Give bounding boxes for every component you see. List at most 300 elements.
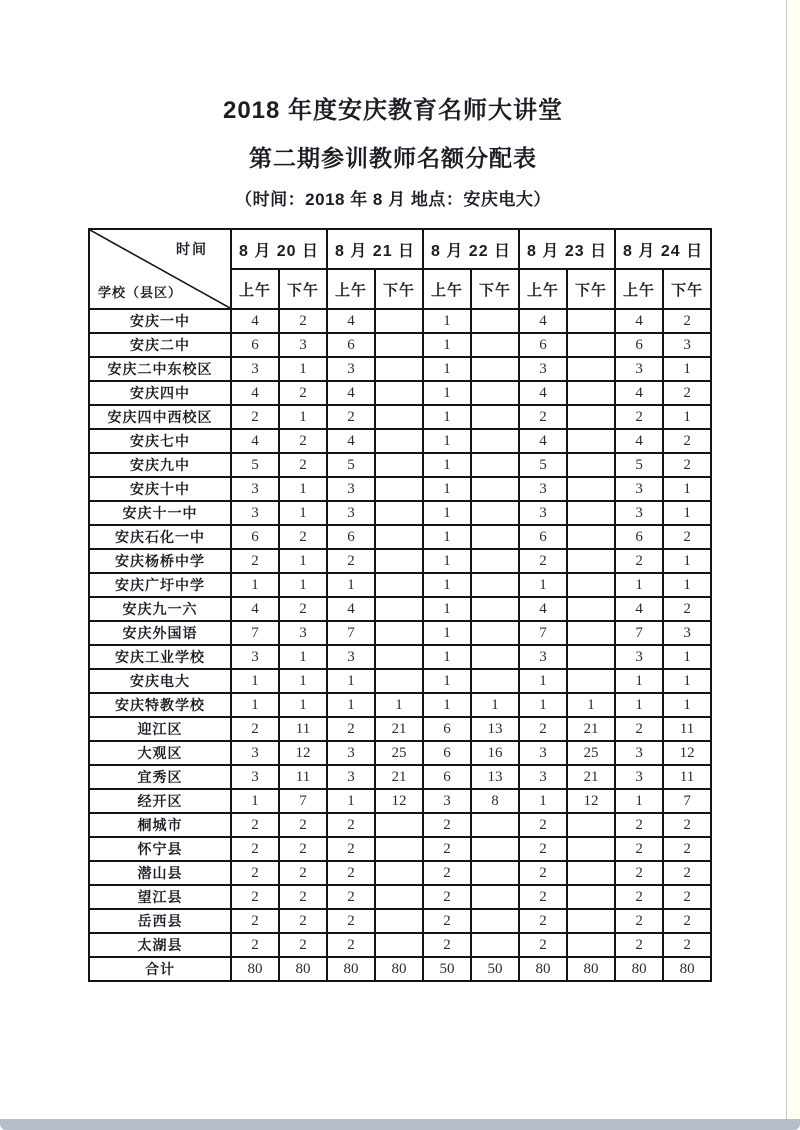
quota-cell: 1: [279, 693, 327, 717]
quota-cell: 4: [231, 597, 279, 621]
school-name-cell: 安庆电大: [89, 669, 231, 693]
school-name-cell: 安庆十一中: [89, 501, 231, 525]
quota-cell: 2: [663, 381, 711, 405]
quota-cell: [471, 837, 519, 861]
quota-cell: [567, 405, 615, 429]
quota-cell: 2: [423, 909, 471, 933]
quota-cell: 2: [279, 597, 327, 621]
table-row: [89, 765, 711, 789]
quota-cell: 1: [663, 477, 711, 501]
quota-cell: [471, 357, 519, 381]
table-header-dates-row: [89, 229, 711, 269]
quota-cell: 1: [615, 693, 663, 717]
quota-cell: 80: [327, 957, 375, 981]
quota-cell: 2: [327, 933, 375, 957]
quota-cell: [375, 525, 423, 549]
quota-cell: [471, 405, 519, 429]
quota-cell: 2: [231, 405, 279, 429]
quota-cell: 2: [519, 933, 567, 957]
quota-cell: [375, 861, 423, 885]
quota-cell: 7: [615, 621, 663, 645]
table-row: [89, 645, 711, 669]
quota-cell: 3: [519, 765, 567, 789]
pm-header-0: 下午: [279, 269, 327, 309]
table-row: [89, 909, 711, 933]
quota-cell: 1: [327, 669, 375, 693]
quota-cell: 3: [519, 357, 567, 381]
school-name-cell: 安庆广圩中学: [89, 573, 231, 597]
quota-cell: [567, 885, 615, 909]
quota-cell: 13: [471, 765, 519, 789]
table-row: [89, 885, 711, 909]
quota-cell: 2: [327, 813, 375, 837]
quota-cell: 1: [279, 549, 327, 573]
quota-cell: 1: [279, 669, 327, 693]
quota-cell: 16: [471, 741, 519, 765]
school-name-cell: 安庆四中: [89, 381, 231, 405]
quota-cell: 2: [279, 861, 327, 885]
quota-cell: [375, 477, 423, 501]
quota-cell: 3: [615, 741, 663, 765]
quota-cell: 1: [423, 693, 471, 717]
quota-cell: 6: [231, 525, 279, 549]
am-header-4: 上午: [615, 269, 663, 309]
school-name-cell: 迎江区: [89, 717, 231, 741]
school-name-cell: 安庆工业学校: [89, 645, 231, 669]
quota-cell: 1: [423, 501, 471, 525]
am-header-2: 上午: [423, 269, 471, 309]
quota-cell: 6: [519, 525, 567, 549]
quota-cell: [567, 933, 615, 957]
quota-cell: 3: [615, 477, 663, 501]
quota-cell: 1: [279, 573, 327, 597]
quota-cell: 2: [519, 405, 567, 429]
quota-cell: [471, 549, 519, 573]
total-row: [89, 957, 711, 981]
quota-cell: 11: [663, 717, 711, 741]
quota-cell: 4: [615, 597, 663, 621]
quota-cell: 2: [519, 813, 567, 837]
quota-cell: [567, 645, 615, 669]
quota-cell: 11: [279, 765, 327, 789]
quota-cell: [567, 621, 615, 645]
quota-cell: 1: [663, 669, 711, 693]
school-name-cell: 合计: [89, 957, 231, 981]
quota-cell: 6: [231, 333, 279, 357]
corner-label-time: 时间: [176, 241, 208, 257]
quota-cell: [375, 813, 423, 837]
quota-cell: 3: [231, 765, 279, 789]
quota-cell: [375, 453, 423, 477]
quota-cell: 1: [615, 789, 663, 813]
quota-cell: 25: [567, 741, 615, 765]
quota-cell: 80: [663, 957, 711, 981]
quota-cell: 2: [663, 909, 711, 933]
quota-cell: 2: [423, 933, 471, 957]
table-row: [89, 837, 711, 861]
quota-cell: 3: [327, 645, 375, 669]
quota-cell: [567, 669, 615, 693]
quota-cell: 6: [423, 765, 471, 789]
table-row: [89, 741, 711, 765]
quota-cell: 4: [519, 597, 567, 621]
quota-cell: [471, 909, 519, 933]
corner-label-school: 学校（县区）: [98, 285, 183, 300]
table-row: [89, 933, 711, 957]
quota-cell: 3: [519, 501, 567, 525]
quota-cell: 3: [327, 765, 375, 789]
quota-cell: [375, 501, 423, 525]
scan-edge-right-strip: [787, 0, 800, 1121]
quota-cell: 80: [519, 957, 567, 981]
quota-cell: 2: [519, 909, 567, 933]
quota-cell: [567, 909, 615, 933]
quota-cell: 5: [231, 453, 279, 477]
school-name-cell: 安庆十中: [89, 477, 231, 501]
quota-cell: [471, 429, 519, 453]
quota-cell: 1: [663, 573, 711, 597]
quota-cell: 1: [423, 429, 471, 453]
school-name-cell: 太湖县: [89, 933, 231, 957]
quota-cell: [567, 597, 615, 621]
quota-cell: 1: [423, 669, 471, 693]
quota-cell: 2: [279, 837, 327, 861]
quota-table: [88, 228, 712, 982]
quota-cell: 3: [231, 477, 279, 501]
quota-cell: [375, 381, 423, 405]
quota-cell: 2: [231, 861, 279, 885]
school-name-cell: 大观区: [89, 741, 231, 765]
quota-cell: 1: [423, 309, 471, 333]
quota-cell: 21: [375, 717, 423, 741]
quota-cell: 2: [663, 309, 711, 333]
quota-cell: 2: [615, 717, 663, 741]
quota-cell: 11: [663, 765, 711, 789]
quota-cell: 7: [231, 621, 279, 645]
quota-cell: 4: [231, 429, 279, 453]
quota-cell: 2: [663, 813, 711, 837]
quota-cell: 2: [327, 405, 375, 429]
quota-cell: 3: [327, 501, 375, 525]
school-name-cell: 安庆九中: [89, 453, 231, 477]
quota-cell: 1: [279, 405, 327, 429]
quota-cell: 2: [327, 717, 375, 741]
quota-cell: [567, 357, 615, 381]
quota-cell: [567, 525, 615, 549]
quota-cell: 1: [519, 693, 567, 717]
quota-cell: 1: [327, 789, 375, 813]
quota-cell: 1: [519, 573, 567, 597]
school-name-cell: 潜山县: [89, 861, 231, 885]
school-name-cell: 安庆二中: [89, 333, 231, 357]
date-header-0: 8 月 20 日: [231, 229, 327, 269]
quota-cell: 11: [279, 717, 327, 741]
quota-cell: 1: [423, 597, 471, 621]
quota-cell: 1: [567, 693, 615, 717]
quota-cell: 2: [279, 429, 327, 453]
quota-cell: [471, 501, 519, 525]
school-name-cell: 安庆石化一中: [89, 525, 231, 549]
quota-cell: 2: [519, 885, 567, 909]
table-row: [89, 381, 711, 405]
quota-cell: [471, 525, 519, 549]
quota-cell: 6: [519, 333, 567, 357]
school-name-cell: 桐城市: [89, 813, 231, 837]
quota-cell: 6: [615, 333, 663, 357]
table-row: [89, 501, 711, 525]
quota-cell: 1: [279, 501, 327, 525]
quota-cell: 1: [423, 453, 471, 477]
quota-cell: 2: [327, 837, 375, 861]
quota-cell: 2: [615, 861, 663, 885]
school-name-cell: 望江县: [89, 885, 231, 909]
quota-cell: 4: [519, 429, 567, 453]
quota-cell: 2: [615, 549, 663, 573]
quota-cell: 7: [327, 621, 375, 645]
quota-cell: 1: [231, 669, 279, 693]
table-row: [89, 309, 711, 333]
quota-cell: 4: [615, 381, 663, 405]
quota-cell: 8: [471, 789, 519, 813]
quota-cell: 3: [327, 741, 375, 765]
quota-cell: 6: [615, 525, 663, 549]
quota-cell: 2: [663, 837, 711, 861]
quota-cell: [567, 861, 615, 885]
pm-header-3: 下午: [567, 269, 615, 309]
quota-cell: 2: [279, 309, 327, 333]
quota-cell: [375, 597, 423, 621]
quota-cell: 2: [663, 429, 711, 453]
am-header-3: 上午: [519, 269, 567, 309]
quota-cell: [567, 501, 615, 525]
school-name-cell: 宜秀区: [89, 765, 231, 789]
quota-cell: 1: [423, 405, 471, 429]
quota-cell: 2: [423, 813, 471, 837]
quota-cell: 80: [279, 957, 327, 981]
quota-cell: 2: [279, 909, 327, 933]
quota-cell: 50: [471, 957, 519, 981]
quota-cell: 1: [231, 789, 279, 813]
quota-cell: [567, 837, 615, 861]
school-name-cell: 经开区: [89, 789, 231, 813]
quota-cell: 1: [279, 645, 327, 669]
quota-cell: 1: [663, 549, 711, 573]
quota-cell: [375, 933, 423, 957]
table-row: [89, 453, 711, 477]
quota-cell: 3: [663, 333, 711, 357]
quota-cell: [567, 813, 615, 837]
school-name-cell: 安庆四中西校区: [89, 405, 231, 429]
school-name-cell: 安庆一中: [89, 309, 231, 333]
quota-cell: 3: [519, 477, 567, 501]
quota-cell: 13: [471, 717, 519, 741]
quota-cell: 2: [327, 861, 375, 885]
quota-cell: 2: [279, 885, 327, 909]
quota-cell: 4: [615, 429, 663, 453]
quota-cell: 2: [519, 549, 567, 573]
quota-cell: 2: [231, 813, 279, 837]
quota-cell: 2: [231, 933, 279, 957]
document-subtitle: 第二期参训教师名额分配表: [249, 145, 537, 171]
quota-cell: 2: [615, 909, 663, 933]
quota-cell: 1: [423, 549, 471, 573]
quota-cell: 80: [567, 957, 615, 981]
quota-cell: 3: [231, 741, 279, 765]
quota-cell: 4: [615, 309, 663, 333]
quota-cell: 1: [423, 525, 471, 549]
quota-cell: [471, 381, 519, 405]
quota-cell: 1: [423, 645, 471, 669]
quota-cell: 21: [375, 765, 423, 789]
table-row: [89, 525, 711, 549]
quota-cell: [567, 549, 615, 573]
quota-cell: [375, 333, 423, 357]
quota-cell: 4: [231, 309, 279, 333]
table-row: [89, 717, 711, 741]
quota-cell: 4: [327, 597, 375, 621]
table-row: [89, 333, 711, 357]
document-title: 2018 年度安庆教育名师大讲堂: [222, 97, 564, 124]
quota-cell: 6: [327, 525, 375, 549]
quota-cell: [375, 357, 423, 381]
quota-cell: [471, 885, 519, 909]
school-name-cell: 安庆二中东校区: [89, 357, 231, 381]
quota-cell: [471, 861, 519, 885]
table-row: [89, 549, 711, 573]
pm-header-4: 下午: [663, 269, 711, 309]
quota-cell: 1: [279, 477, 327, 501]
quota-cell: 3: [519, 645, 567, 669]
quota-cell: [471, 453, 519, 477]
quota-cell: 2: [663, 885, 711, 909]
scan-edge-bottom-strip: [0, 1119, 800, 1130]
quota-cell: [567, 333, 615, 357]
quota-cell: [375, 621, 423, 645]
quota-cell: [471, 669, 519, 693]
quota-cell: 3: [327, 477, 375, 501]
quota-cell: [471, 597, 519, 621]
quota-cell: 5: [327, 453, 375, 477]
school-name-cell: 岳西县: [89, 909, 231, 933]
quota-cell: [471, 477, 519, 501]
quota-cell: 2: [615, 933, 663, 957]
quota-cell: 1: [423, 477, 471, 501]
quota-cell: [375, 909, 423, 933]
quota-cell: 2: [423, 861, 471, 885]
quota-cell: 12: [663, 741, 711, 765]
quota-cell: 3: [231, 501, 279, 525]
quota-cell: 2: [231, 885, 279, 909]
quota-cell: [567, 477, 615, 501]
quota-cell: [375, 429, 423, 453]
quota-cell: 7: [519, 621, 567, 645]
quota-cell: 2: [231, 909, 279, 933]
quota-cell: 7: [279, 789, 327, 813]
table-row: [89, 573, 711, 597]
quota-cell: 2: [423, 837, 471, 861]
quota-cell: 1: [375, 693, 423, 717]
school-name-cell: 安庆外国语: [89, 621, 231, 645]
quota-cell: 4: [519, 309, 567, 333]
quota-cell: 1: [423, 621, 471, 645]
quota-cell: 2: [423, 885, 471, 909]
quota-cell: 2: [663, 525, 711, 549]
quota-cell: 2: [327, 549, 375, 573]
school-name-cell: 安庆七中: [89, 429, 231, 453]
school-name-cell: 安庆九一六: [89, 597, 231, 621]
quota-cell: 1: [423, 357, 471, 381]
quota-cell: 80: [231, 957, 279, 981]
quota-cell: 2: [615, 837, 663, 861]
quota-cell: 2: [231, 837, 279, 861]
quota-cell: 1: [423, 333, 471, 357]
quota-cell: 4: [327, 429, 375, 453]
quota-cell: 2: [231, 549, 279, 573]
pm-header-2: 下午: [471, 269, 519, 309]
quota-cell: 4: [327, 309, 375, 333]
quota-cell: 6: [327, 333, 375, 357]
quota-cell: [375, 837, 423, 861]
quota-cell: 1: [519, 789, 567, 813]
table-row: [89, 597, 711, 621]
quota-cell: [471, 933, 519, 957]
quota-cell: 12: [375, 789, 423, 813]
quota-cell: 4: [519, 381, 567, 405]
quota-cell: 2: [327, 885, 375, 909]
quota-cell: 2: [519, 861, 567, 885]
quota-cell: 12: [567, 789, 615, 813]
quota-cell: 3: [231, 357, 279, 381]
quota-cell: 3: [279, 621, 327, 645]
am-header-0: 上午: [231, 269, 279, 309]
quota-cell: 50: [423, 957, 471, 981]
quota-cell: 2: [663, 933, 711, 957]
quota-cell: 2: [279, 813, 327, 837]
quota-cell: 2: [279, 453, 327, 477]
quota-cell: 6: [423, 741, 471, 765]
quota-cell: 21: [567, 765, 615, 789]
quota-cell: 3: [279, 333, 327, 357]
quota-cell: [375, 405, 423, 429]
quota-cell: 3: [615, 357, 663, 381]
table-row: [89, 429, 711, 453]
quota-cell: [375, 549, 423, 573]
quota-cell: 3: [663, 621, 711, 645]
corner-header-cell: [89, 229, 231, 309]
quota-cell: 21: [567, 717, 615, 741]
quota-cell: 3: [615, 765, 663, 789]
school-name-cell: 安庆特教学校: [89, 693, 231, 717]
quota-cell: 3: [327, 357, 375, 381]
quota-cell: 2: [663, 597, 711, 621]
quota-cell: [471, 645, 519, 669]
quota-cell: [375, 573, 423, 597]
quota-cell: 1: [327, 693, 375, 717]
quota-cell: 1: [519, 669, 567, 693]
quota-cell: 1: [327, 573, 375, 597]
quota-cell: 3: [519, 741, 567, 765]
school-name-cell: 安庆杨桥中学: [89, 549, 231, 573]
quota-cell: [375, 885, 423, 909]
school-name-cell: 怀宁县: [89, 837, 231, 861]
table-row: [89, 813, 711, 837]
quota-cell: [375, 309, 423, 333]
date-header-1: 8 月 21 日: [327, 229, 423, 269]
quota-cell: 1: [231, 693, 279, 717]
quota-cell: 1: [423, 381, 471, 405]
table-row: [89, 693, 711, 717]
quota-cell: 2: [615, 813, 663, 837]
